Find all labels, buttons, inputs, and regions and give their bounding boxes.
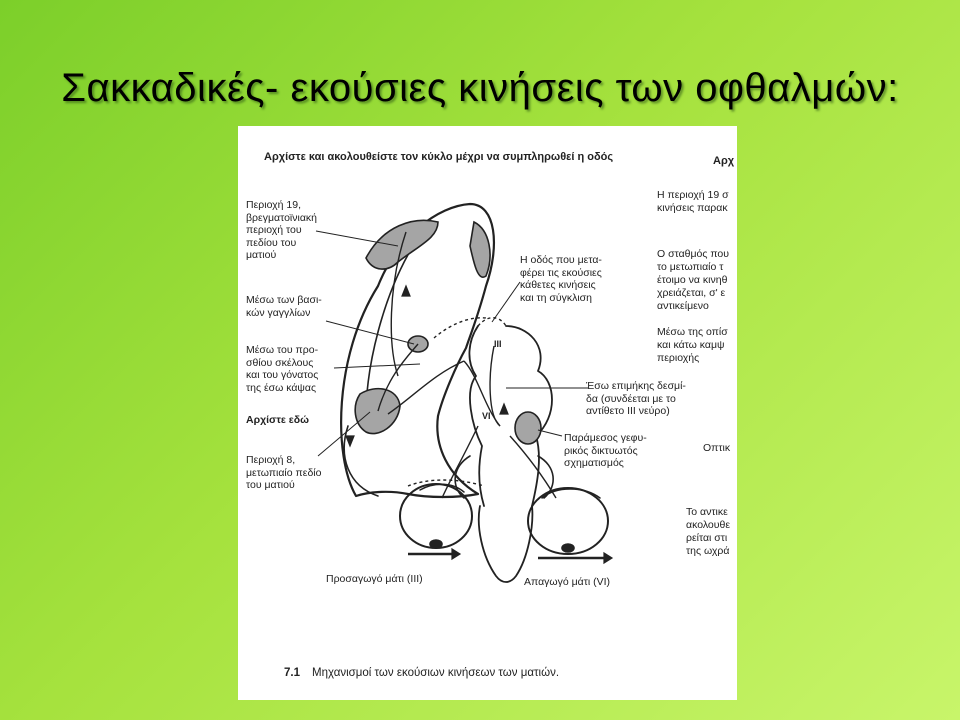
label-nucleus-iii: III <box>494 339 502 349</box>
label-area8: Περιοχή 8, μετωπιαίο πεδίο του ματιού <box>246 454 322 491</box>
right-text-1: Η περιοχή 19 σ <box>657 189 729 201</box>
label-abducting-eye: Απαγωγό μάτι (VI) <box>524 576 611 588</box>
label-adducting-eye: Προσαγωγό μάτι (III) <box>326 573 423 585</box>
caption-number: 7.1 <box>284 667 300 679</box>
area8-shading <box>355 389 400 434</box>
right-pupil <box>562 544 574 552</box>
area-upper-right-shading <box>470 222 490 277</box>
label-vertical-path: Η οδός που μετα- φέρει τις εκούσιες κάθετες κινήσεις και τη σύγκλιση <box>520 254 602 304</box>
pprf-shading <box>515 412 541 444</box>
arrow-abducting-head <box>604 553 612 563</box>
figure-header: Αρχίστε και ακολουθείστε τον κύκλο μέχρι να συμπληρωθεί η οδός <box>264 151 614 163</box>
label-area19: Περιοχή 19, βρεγματοϊνιακή περιοχή του πεδίου του ματιού <box>246 199 317 261</box>
label-nucleus-vi: VI <box>482 411 491 421</box>
arrow-down-frontal <box>346 436 354 446</box>
leader-basal <box>326 321 414 344</box>
right-text-9: και κάτω καμψ <box>657 339 725 351</box>
right-text-5: έτοιμο να κινηθ <box>657 274 728 286</box>
figure-header-right: Αρχ <box>713 155 735 167</box>
label-internal-capsule: Μέσω του προ- σθίου σκέλους και του γόνατος της έσω κάψας <box>246 344 319 394</box>
figure-scan <box>238 126 737 700</box>
medulla <box>479 506 533 582</box>
right-text-11: Οπτικ <box>703 442 731 454</box>
right-text-6: χρειάζεται, σ' ε <box>657 287 726 299</box>
arrow-up-area19 <box>402 286 410 296</box>
arrow-adducting-head <box>452 549 460 559</box>
arrow-mlf <box>500 404 508 414</box>
right-text-7: αντικείμενο <box>657 300 709 312</box>
label-mlf: Έσω επιμήκης δεσμί- δα (συνδέεται με το αντίθετο III νεύρο) <box>586 380 686 417</box>
pathway-internal-capsule <box>388 361 464 414</box>
right-text-14: ρείται στι <box>686 532 728 544</box>
right-text-2: κινήσεις παρακ <box>657 202 728 214</box>
right-text-15: της ωχρά <box>686 545 730 557</box>
label-basal-ganglia: Μέσω των βασι- κών γαγγλίων <box>246 294 322 319</box>
leader-pprf <box>538 430 562 436</box>
pathway-dashed-left <box>434 318 486 338</box>
right-text-8: Μέσω της οπίσ <box>657 326 728 338</box>
right-text-10: περιοχής <box>657 352 700 364</box>
caption-text: Μηχανισμοί των εκούσιων κινήσεων των ματιών. <box>312 667 560 679</box>
label-pprf: Παράμεσος γεφυ- ρικός δικτυωτός σχηματισμός <box>564 432 647 469</box>
left-eyeball <box>400 484 472 548</box>
right-text-13: ακολουθε <box>686 519 731 531</box>
right-text-12: Το αντικε <box>686 506 728 518</box>
right-text-3: Ο σταθμός που <box>657 248 730 260</box>
right-text-4: το μετωπιαίο τ <box>657 261 724 273</box>
leader-vertical <box>492 282 520 322</box>
label-start-here: Αρχίστε εδώ <box>246 414 310 426</box>
left-pupil <box>430 540 442 548</box>
slide-title: Σακκαδικές- εκούσιες κινήσεις των οφθαλμών: <box>61 66 899 110</box>
